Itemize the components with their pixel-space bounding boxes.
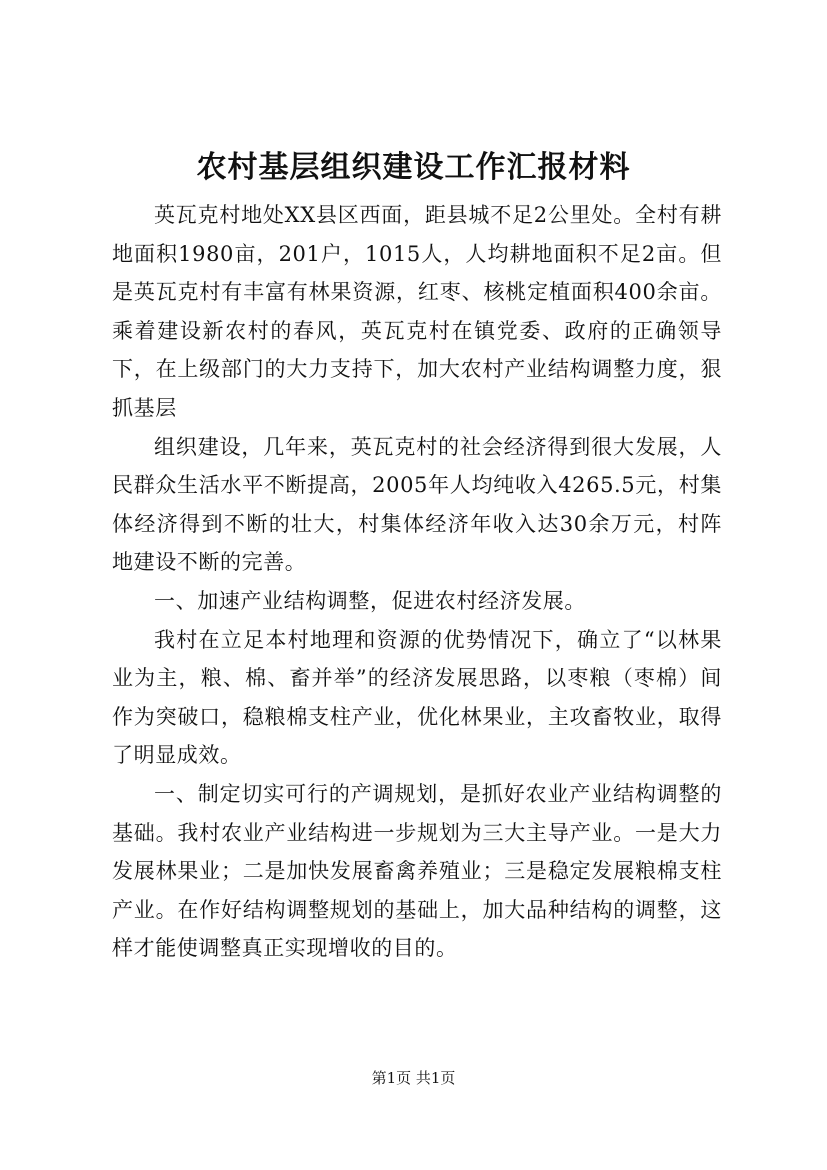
paragraph-4: 一、制定切实可行的产调规划，是抓好农业产业结构调整的基础。我村农业产业结构进一步规划为三大主导产业。一是大力发展林果业；二是加快发展畜禽养殖业；三是稳定发展粮棉支柱产业。在作好结构调整规划的基础上，加大品种结构的调整，这样才能使调整真正实现增收的目的。 xyxy=(112,781,722,961)
paragraph-2: 组织建设，几年来，英瓦克村的社会经济得到很大发展，人民群众生活水平不断提高，2005年人均纯收入4265.5元，村集体经济得到不断的壮大，村集体经济年收入达30余万元，村阵地建设不断的完善。 xyxy=(112,434,722,575)
document-title: 农村基层组织建设工作汇报材料 xyxy=(196,150,631,185)
section-heading-1: 一、加速产业结构调整，促进农村经济发展。 xyxy=(154,588,586,613)
document-body xyxy=(112,196,722,968)
paragraph-1: 英瓦克村地处XX县区西面，距县城不足2公里处。全村有耕地面积1980亩，201户，1015人，人均耕地面积不足2亩。但是英瓦克村有丰富有林果资源，红枣、核桃定植面积400余亩。乘着建设新农村的春风，英瓦克村在镇党委、政府的正确领导下，在上级部门的大力支持下，加大农村产业结构调整力度，狠抓基层 xyxy=(112,203,722,420)
page-number-label: 第1页 共1页 xyxy=(371,1069,456,1087)
paragraph-3: 我村在立足本村地理和资源的优势情况下，确立了“以林果业为主，粮、棉、畜并举”的经济发展思路，以枣粮（枣棉）间作为突破口，稳粮棉支柱产业，优化林果业，主攻畜牧业，取得了明显成效。 xyxy=(112,627,722,768)
page-footer xyxy=(0,1068,827,1088)
